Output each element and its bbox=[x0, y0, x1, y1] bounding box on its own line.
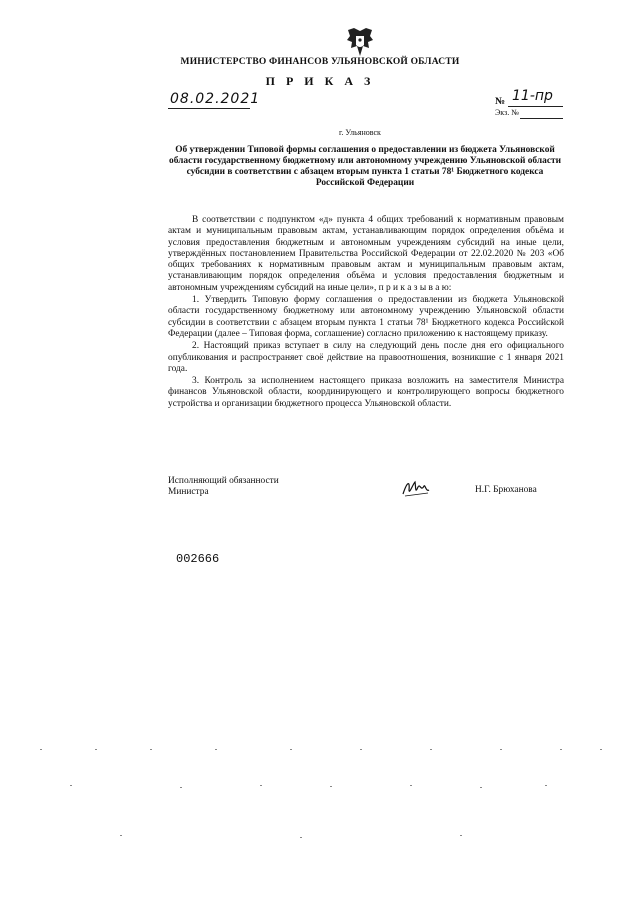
ministry-name: МИНИСТЕРСТВО ФИНАНСОВ УЛЬЯНОВСКОЙ ОБЛАСТИ bbox=[180, 57, 460, 67]
position-line-1: Исполняющий обязанности bbox=[168, 476, 279, 486]
date-underline bbox=[168, 108, 250, 109]
order-number-label: № bbox=[495, 96, 506, 107]
signatory-name: Н.Г. Брюханова bbox=[475, 485, 537, 495]
city: г. Ульяновск bbox=[339, 128, 381, 137]
coat-of-arms-emblem-icon bbox=[345, 26, 375, 58]
document-type: П Р И К А З bbox=[265, 74, 375, 88]
copy-number-label: Экз. № bbox=[495, 108, 519, 117]
registration-number: 002666 bbox=[176, 552, 220, 566]
handwritten-signature-icon bbox=[401, 478, 431, 498]
paragraph-item-3: 3. Контроль за исполнением настоящего приказа возложить на заместителя Министра финансов Ульяновской области, координирующего и контролирующего вопросы бюджетного устройства и организации бюджетного процесса Ульяновской области. bbox=[168, 376, 564, 409]
order-number: 11-пр bbox=[512, 88, 553, 104]
copy-number-underline bbox=[520, 118, 563, 119]
document-body bbox=[168, 215, 564, 411]
signatory-position bbox=[168, 476, 279, 498]
position-line-2: Министра bbox=[168, 487, 209, 497]
document-title: Об утверждении Типовой формы соглашения о предоставлении из бюджета Ульяновской области государственному бюджетному или автономному учреждению Ульяновской области субсидии в соответствии с абзацем вторым пункта 1 статьи 78¹ Бюджетного кодекса Российской Федерации bbox=[169, 145, 561, 188]
paragraph-item-2: 2. Настоящий приказ вступает в силу на следующий день после дня его официального опубликования и распространяет своё действие на правоотношения, возникшие с 1 января 2021 года. bbox=[168, 341, 564, 374]
paragraph-preamble: В соответствии с подпунктом «д» пункта 4 общих требований к нормативным правовым актам и муниципальным правовым актам, устанавливающим порядок определения объёма и условия предоставления бюджетным и автономным учреждениям субсидий на иные цели, утверждённых постановлением Правительства Российской Федерации от 22.02.2020 № 203 «Об общих требованиях к нормативным правовым актам и муниципальным правовым актам, устанавливающим порядок определения объёма и условия предоставления бюджетным и автономным учреждениям субсидий на иные цели», п р и к а з ы в а ю: bbox=[168, 215, 564, 293]
order-date: 08.02.2021 bbox=[170, 91, 261, 107]
paragraph-item-1: 1. Утвердить Типовую форму соглашения о предоставлении из бюджета Ульяновской области государственному бюджетному или автономному учреждению Ульяновской области субсидии в соответствии с абзацем вторым пункта 1 статьи 78¹ Бюджетного кодекса Российской Федерации (далее – Типовая форма, соглашение) согласно приложению к настоящему приказу. bbox=[168, 295, 564, 339]
number-underline bbox=[508, 106, 563, 107]
scan-noise-marks bbox=[0, 735, 640, 855]
